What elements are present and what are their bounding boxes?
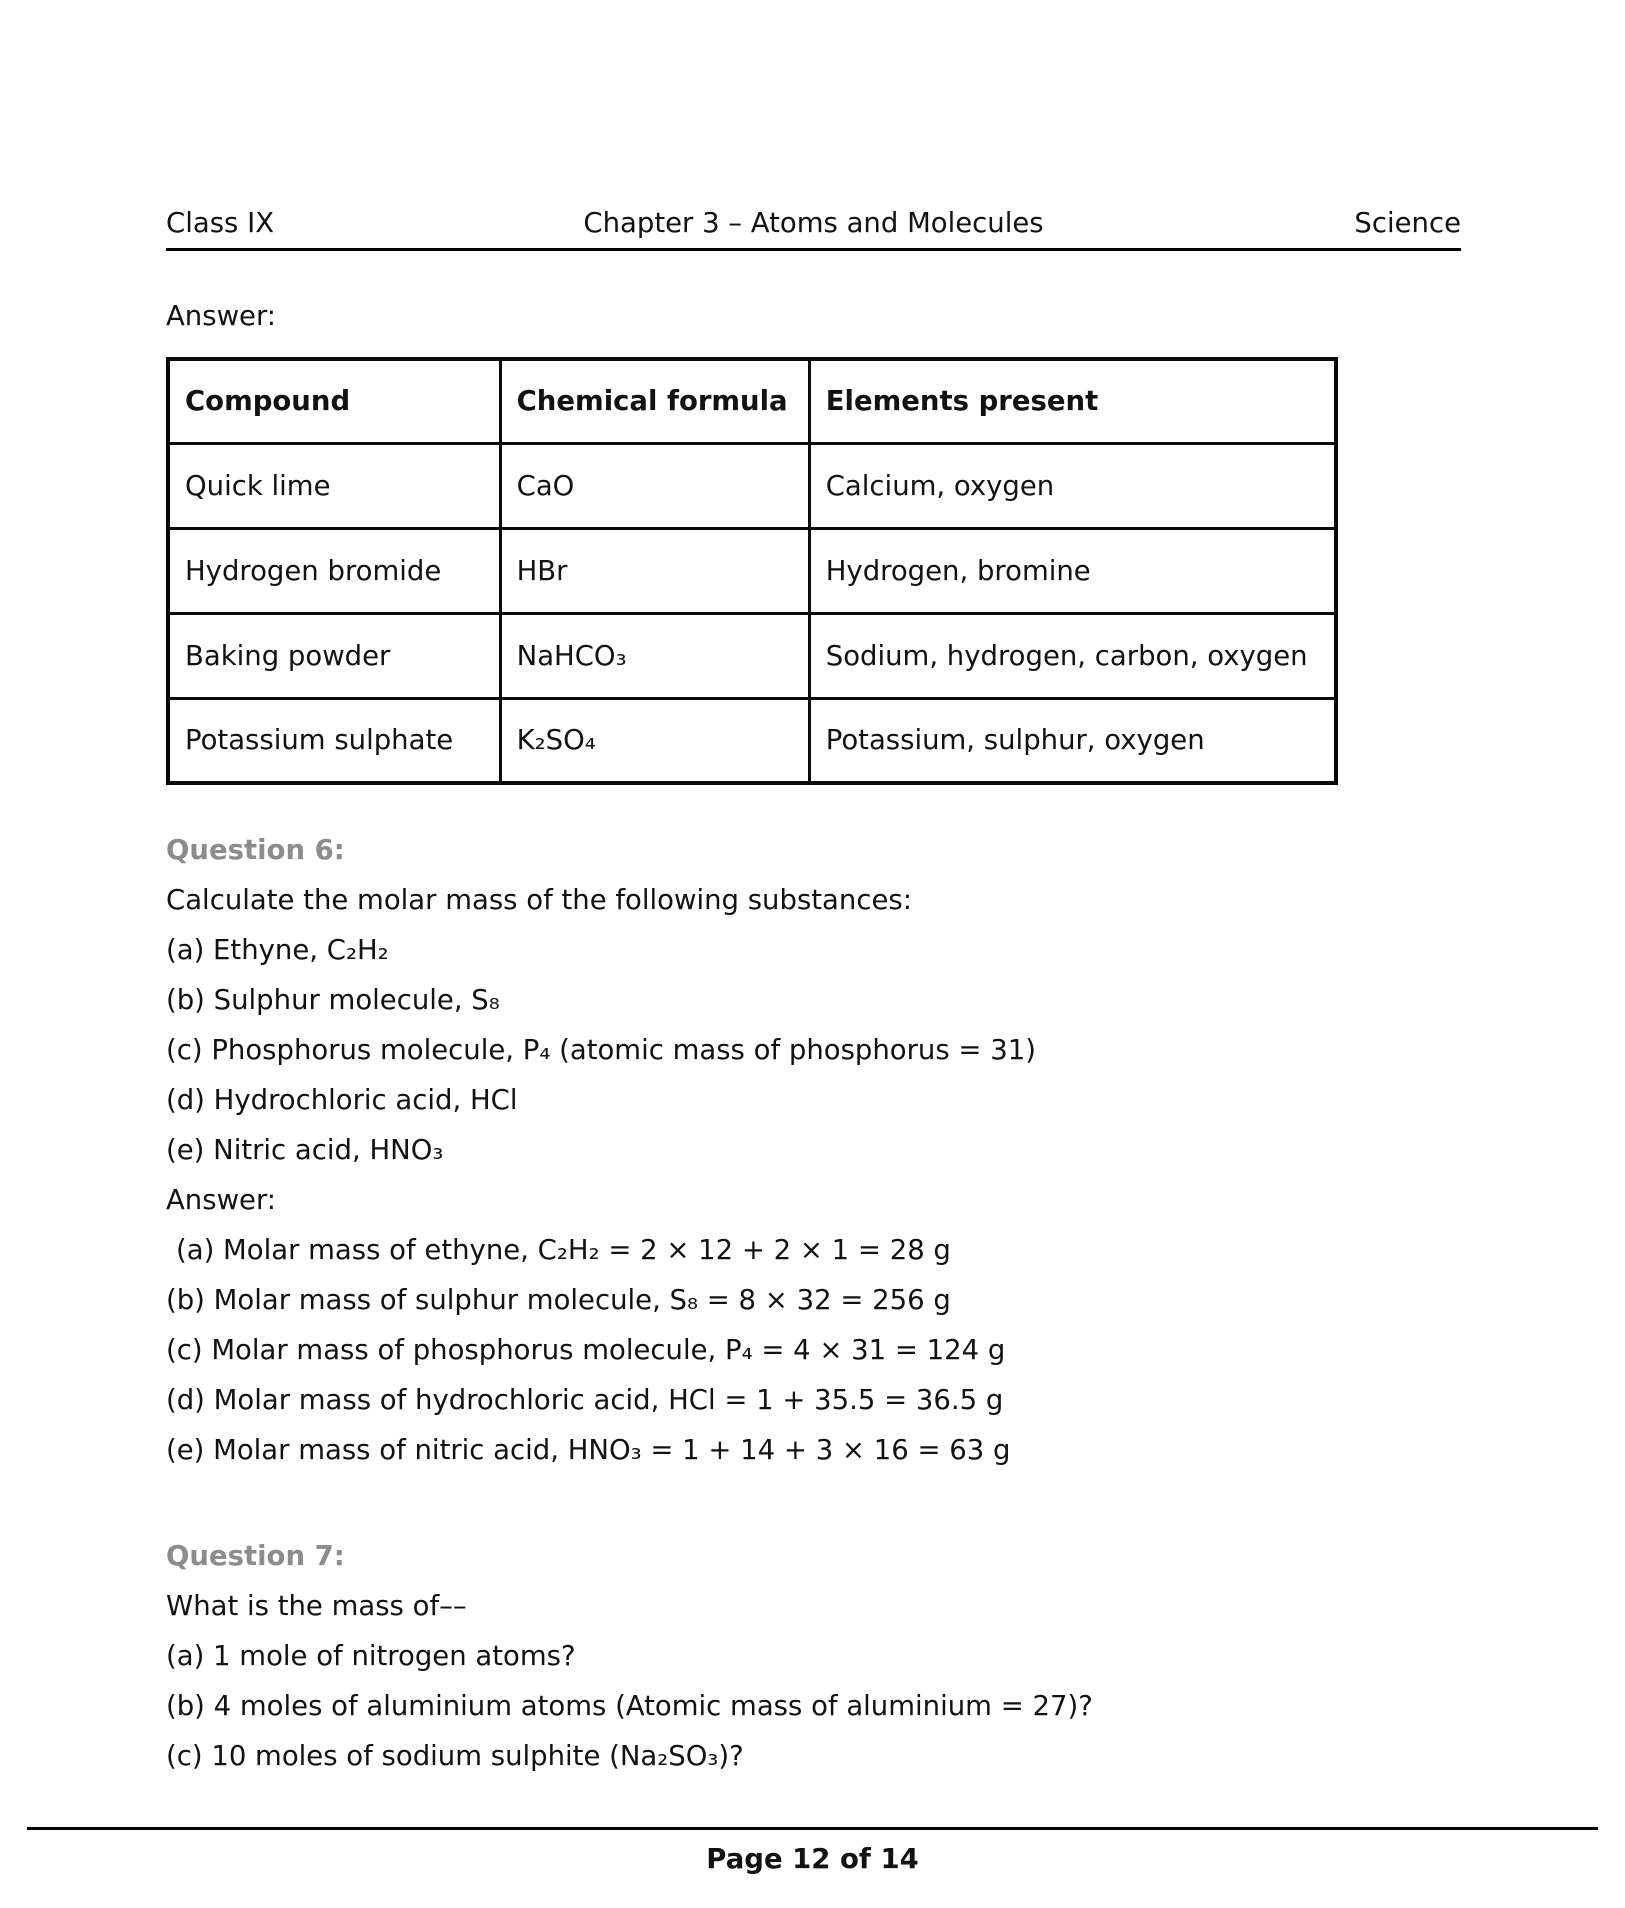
table-header-row	[168, 359, 1336, 443]
answer-label: Answer:	[166, 1184, 277, 1216]
page-content	[166, 0, 1461, 1781]
answer-item: (b) Molar mass of sulphur molecule, S₈ = 8 × 32 = 256 g	[166, 1284, 951, 1316]
page-footer	[27, 1827, 1598, 1875]
page-number: Page 12 of 14	[706, 1843, 919, 1875]
table-cell-compound: Quick lime	[168, 443, 500, 528]
question-item: (e) Nitric acid, HNO₃	[166, 1134, 444, 1166]
compounds-table-body	[168, 443, 1336, 783]
header-class: Class IX	[166, 207, 275, 239]
table-header-elements: Elements present	[809, 359, 1336, 443]
question-6-section	[166, 825, 1461, 1475]
page-header	[166, 207, 1461, 251]
table-cell-compound: Potassium sulphate	[168, 698, 500, 783]
table-row	[168, 613, 1336, 698]
table-cell-compound: Hydrogen bromide	[168, 528, 500, 613]
table-cell-elements: Calcium, oxygen	[809, 443, 1336, 528]
compounds-table	[166, 357, 1338, 785]
question-item: (b) Sulphur molecule, S₈	[166, 984, 500, 1016]
question-7-intro: What is the mass of––	[166, 1590, 467, 1622]
table-cell-formula: HBr	[500, 528, 809, 613]
table-row	[168, 698, 1336, 783]
compounds-table-head	[168, 359, 1336, 443]
question-item: (a) Ethyne, C₂H₂	[166, 934, 389, 966]
table-cell-compound: Baking powder	[168, 613, 500, 698]
answer-item: (a) Molar mass of ethyne, C₂H₂ = 2 × 12 + 2 × 1 = 28 g	[176, 1234, 951, 1266]
table-cell-elements: Potassium, sulphur, oxygen	[809, 698, 1336, 783]
question-7-section	[166, 1531, 1461, 1781]
table-cell-formula: K₂SO₄	[500, 698, 809, 783]
question-item: (c) 10 moles of sodium sulphite (Na₂SO₃)?	[166, 1740, 744, 1772]
table-cell-elements: Sodium, hydrogen, carbon, oxygen	[809, 613, 1336, 698]
question-6-heading: Question 6:	[166, 834, 345, 866]
question-7-heading: Question 7:	[166, 1540, 345, 1572]
table-row	[168, 443, 1336, 528]
table-cell-elements: Hydrogen, bromine	[809, 528, 1336, 613]
table-row	[168, 528, 1336, 613]
header-subject: Science	[1354, 207, 1461, 239]
answer-item: (c) Molar mass of phosphorus molecule, P₄ = 4 × 31 = 124 g	[166, 1334, 1006, 1366]
table-header-formula: Chemical formula	[500, 359, 809, 443]
question-item: (b) 4 moles of aluminium atoms (Atomic mass of aluminium = 27)?	[166, 1690, 1093, 1722]
answer-item: (d) Molar mass of hydrochloric acid, HCl = 1 + 35.5 = 36.5 g	[166, 1384, 1004, 1416]
table-header-compound: Compound	[168, 359, 500, 443]
question-item: (d) Hydrochloric acid, HCl	[166, 1084, 518, 1116]
table-cell-formula: CaO	[500, 443, 809, 528]
answer-label: Answer:	[166, 300, 277, 332]
question-6-intro: Calculate the molar mass of the following substances:	[166, 884, 912, 916]
table-cell-formula: NaHCO₃	[500, 613, 809, 698]
header-chapter-title: Chapter 3 – Atoms and Molecules	[583, 207, 1044, 239]
question-item: (a) 1 mole of nitrogen atoms?	[166, 1640, 576, 1672]
answer-item: (e) Molar mass of nitric acid, HNO₃ = 1 + 14 + 3 × 16 = 63 g	[166, 1434, 1011, 1466]
question-item: (c) Phosphorus molecule, P₄ (atomic mass of phosphorus = 31)	[166, 1034, 1036, 1066]
